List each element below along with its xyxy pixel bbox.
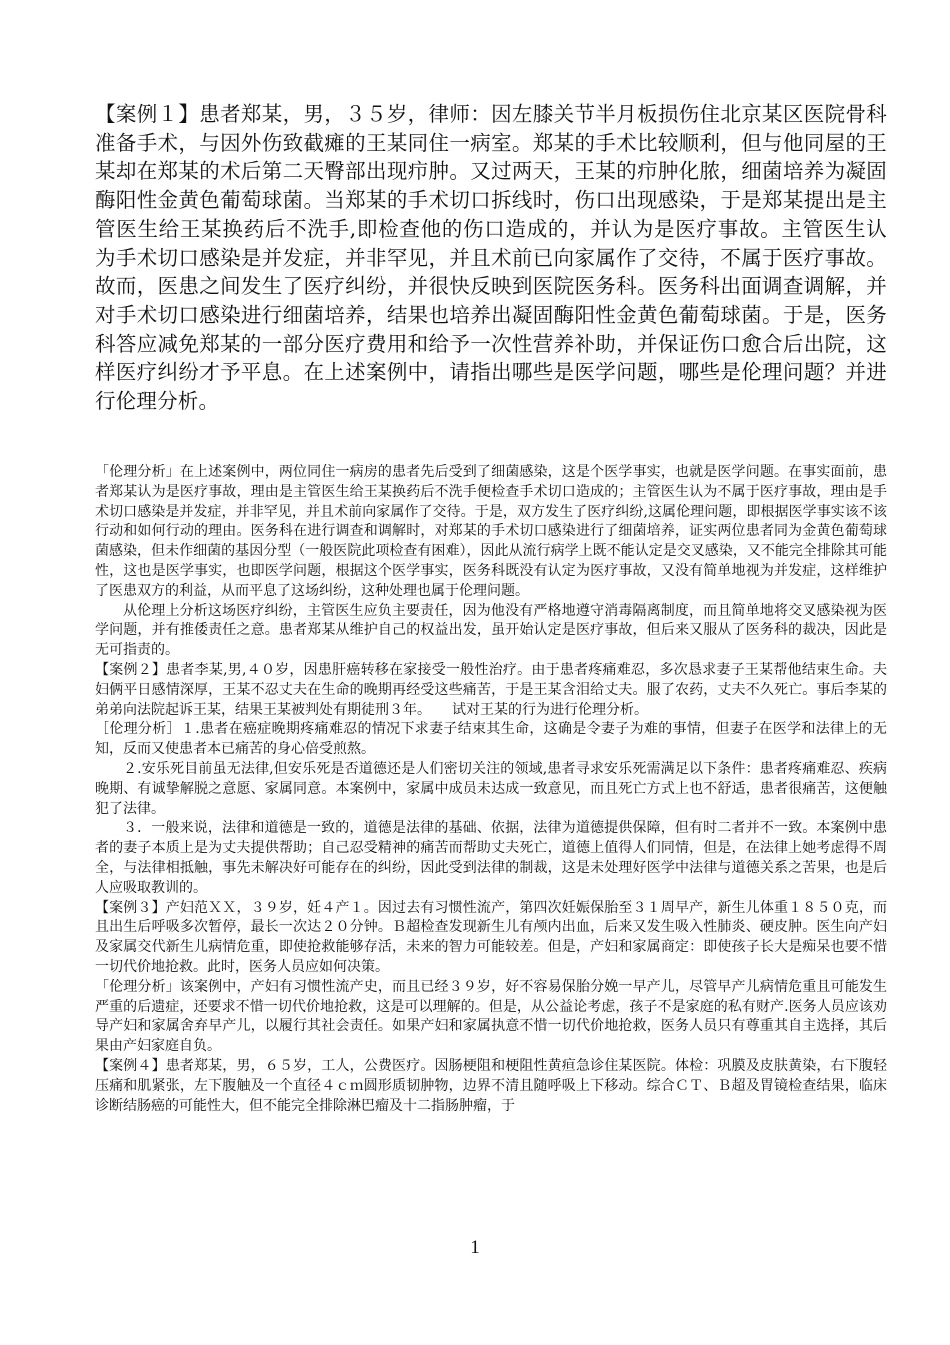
- document-body: [95, 463, 887, 1116]
- case-1-analysis-continuation: 从伦理上分析这场医疗纠纷，主管医生应负主要责任，因为他没有严格地遵守消毒隔离制度，而且简单地将交叉感染视为医学问题，并有推倭责任之意。患者郑某从维护自己的权益出发，虽开始认定是医疗事故，但后来又服从了医务科的裁决，因此是无可指责的。: [95, 602, 887, 659]
- page-number: 1: [470, 1237, 480, 1258]
- case-1-paragraph: 【案例１】患者郑某，男，３５岁，律师：因左膝关节半月板损伤住北京某区医院骨科准备手术，与因外伤致截瘫的王某同住一病室。郑某的手术比较顺利，但与他同屋的王某却在郑某的术后第二天臀部出现疖肿。又过两天，王某的疖肿化脓，细菌培养为凝固酶阳性金黄色葡萄球菌。当郑某的手术切口拆线时，伤口出现感染，于是郑某提出是主管医生给王某换药后不洗手,即检查他的伤口造成的，并认为是医疗事故。主管医生认为手术切口感染是并发症，并非罕见，并且术前已向家属作了交待，不属于医疗事故。故而，医患之间发生了医疗纠纷，并很快反映到医院医务科。医务科出面调查调解，并对手术切口感染进行细菌培养，结果也培养出凝固酶阳性金黄色葡萄球菌。于是，医务科答应减免郑某的一部分医疗费用和给予一次性营养补助，并保证伤口愈合后出院，这样医疗纠纷才予平息。在上述案例中，请指出哪些是医学问题，哪些是伦理问题？并进行伦理分析。: [95, 102, 887, 414]
- case-4-paragraph: 【案例４】患者郑某，男，６５岁，工人，公费医疗。因肠梗阻和梗阻性黄疸急诊住某医院。体检：巩膜及皮肤黄染，右下腹轻压痛和肌紧张，左下腹触及一个直径４ｃｍ圆形质韧肿物，边界不清且随呼吸上下移动。综合ＣＴ、Ｂ超及胃镜检查结果，临床诊断结肠癌的可能性大，但不能完全排除淋巴瘤及十二指肠肿瘤，于: [95, 1057, 887, 1114]
- case-2-analysis-point-3: ３．一般来说，法律和道德是一致的，道德是法律的基础、依据，法律为道德提供保障，但有时二者并不一致。本案例中患者的妻子本质上是为丈夫提供帮助；自己忍受精神的痛苦而帮助丈夫死亡，道德上值得人们同情，但是，在法律上她考虑得不周全，与法律相抵触，事先未解决好可能存在的纠纷，因此受到法律的制裁，这是未处理好医学中法律与道德关系之苦果，也是后人应吸取教训的。: [95, 820, 887, 896]
- case-3-analysis-paragraph: 「伦理分析」该案例中，产妇有习惯性流产史，而且已经３９岁，好不容易保胎分娩一早产儿，尽管早产儿病情危重且可能发生严重的后遗症，还要求不惜一切代价地抢救，这是可以理解的。但是，从公益论考虑，孩子不是家庭的私有财产.医务人员应该劝导产妇和家属舍弃早产儿，以履行其社会责任。如果产妇和家属执意不惜一切代价地抢救，医务人员只有尊重其自主选择，其后果由产妇家庭自负。: [95, 978, 887, 1055]
- case-3-paragraph: 【案例３】产妇范ＸＸ，３９岁，妊４产１。因过去有习惯性流产，第四次妊娠保胎至３１周早产，新生儿体重１８５０克，而且出生后呼吸多次暂停，最长一次达２０分钟。Ｂ超检查发现新生儿有颅内出血，后来又发生吸入性肺炎、硬皮肿。医生向产妇及家属交代新生儿病情危重，即使抢救能够存活，未来的智力可能较差。但是，产妇和家属商定：即使孩子长大是痴呆也要不惜一切代价地抢救。此时，医务人员应如何决策。: [95, 899, 887, 975]
- case-2-analysis-point-2: ２.安乐死目前虽无法律,但安乐死是否道德还是人们密切关注的领域,患者寻求安乐死需满足以下条件：患者疼痛难忍、疾病晚期、有诚挚解脱之意愿、家属同意。本案例中，家属中成员未达成一致意见，而且死亡方式上也不舒适，患者很痛苦，这便触犯了法律。: [95, 760, 887, 817]
- case-2-analysis-point-1: ［伦理分析］１.患者在癌症晚期疼痛难忍的情况下求妻子结束其生命，这确是令妻子为难的事情，但妻子在医学和法律上的无知，反而又使患者本已痛苦的身心倍受煎熬。: [95, 721, 887, 758]
- case-1-analysis-paragraph: 「伦理分析」在上述案例中，两位同住一病房的患者先后受到了细菌感染，这是个医学事实，也就是医学问题。在事实面前，患者郑某认为是医疗事故，理由是主管医生给王某换药后不洗手便检查手术切口造成的；主管医生认为不属于医疗事故，理由是手术切口感染是并发症，并非罕见，并且术前向家属作了交待。于是，双方发生了医疗纠纷,这属伦理问题，即根据医学事实该不该行动和如何行动的理由。医务科在进行调查和调解时，对郑某的手术切口感染进行了细菌培养，证实两位患者同为金黄色葡萄球菌感染，但未作细菌的基因分型（一般医院此项检查有困难），因此从流行病学上既不能认定是交叉感染，又不能完全排除其可能性，这也是医学事实，也即医学问题，根据这个医学事实，医务科既没有认定为医疗事故，又没有简单地视为并发症，这样维护了医患双方的利益，从而平息了这场纠纷，这种处理也属于伦理问题。: [95, 464, 887, 599]
- case-2-paragraph: 【案例２】患者李某,男,４０岁，因患肝癌转移在家接受一般性治疗。由于患者疼痛难忍，多次恳求妻子王某帮他结束生命。夫妇俩平日感情深厚，王某不忍丈夫在生命的晚期再经受这些痛苦，于是王某含泪给丈夫。服了农药，丈夫不久死亡。事后李某的弟弟向法院起诉王某，结果王某被判处有期徒刑３年。 试对王某的行为进行伦理分析。: [95, 661, 887, 718]
